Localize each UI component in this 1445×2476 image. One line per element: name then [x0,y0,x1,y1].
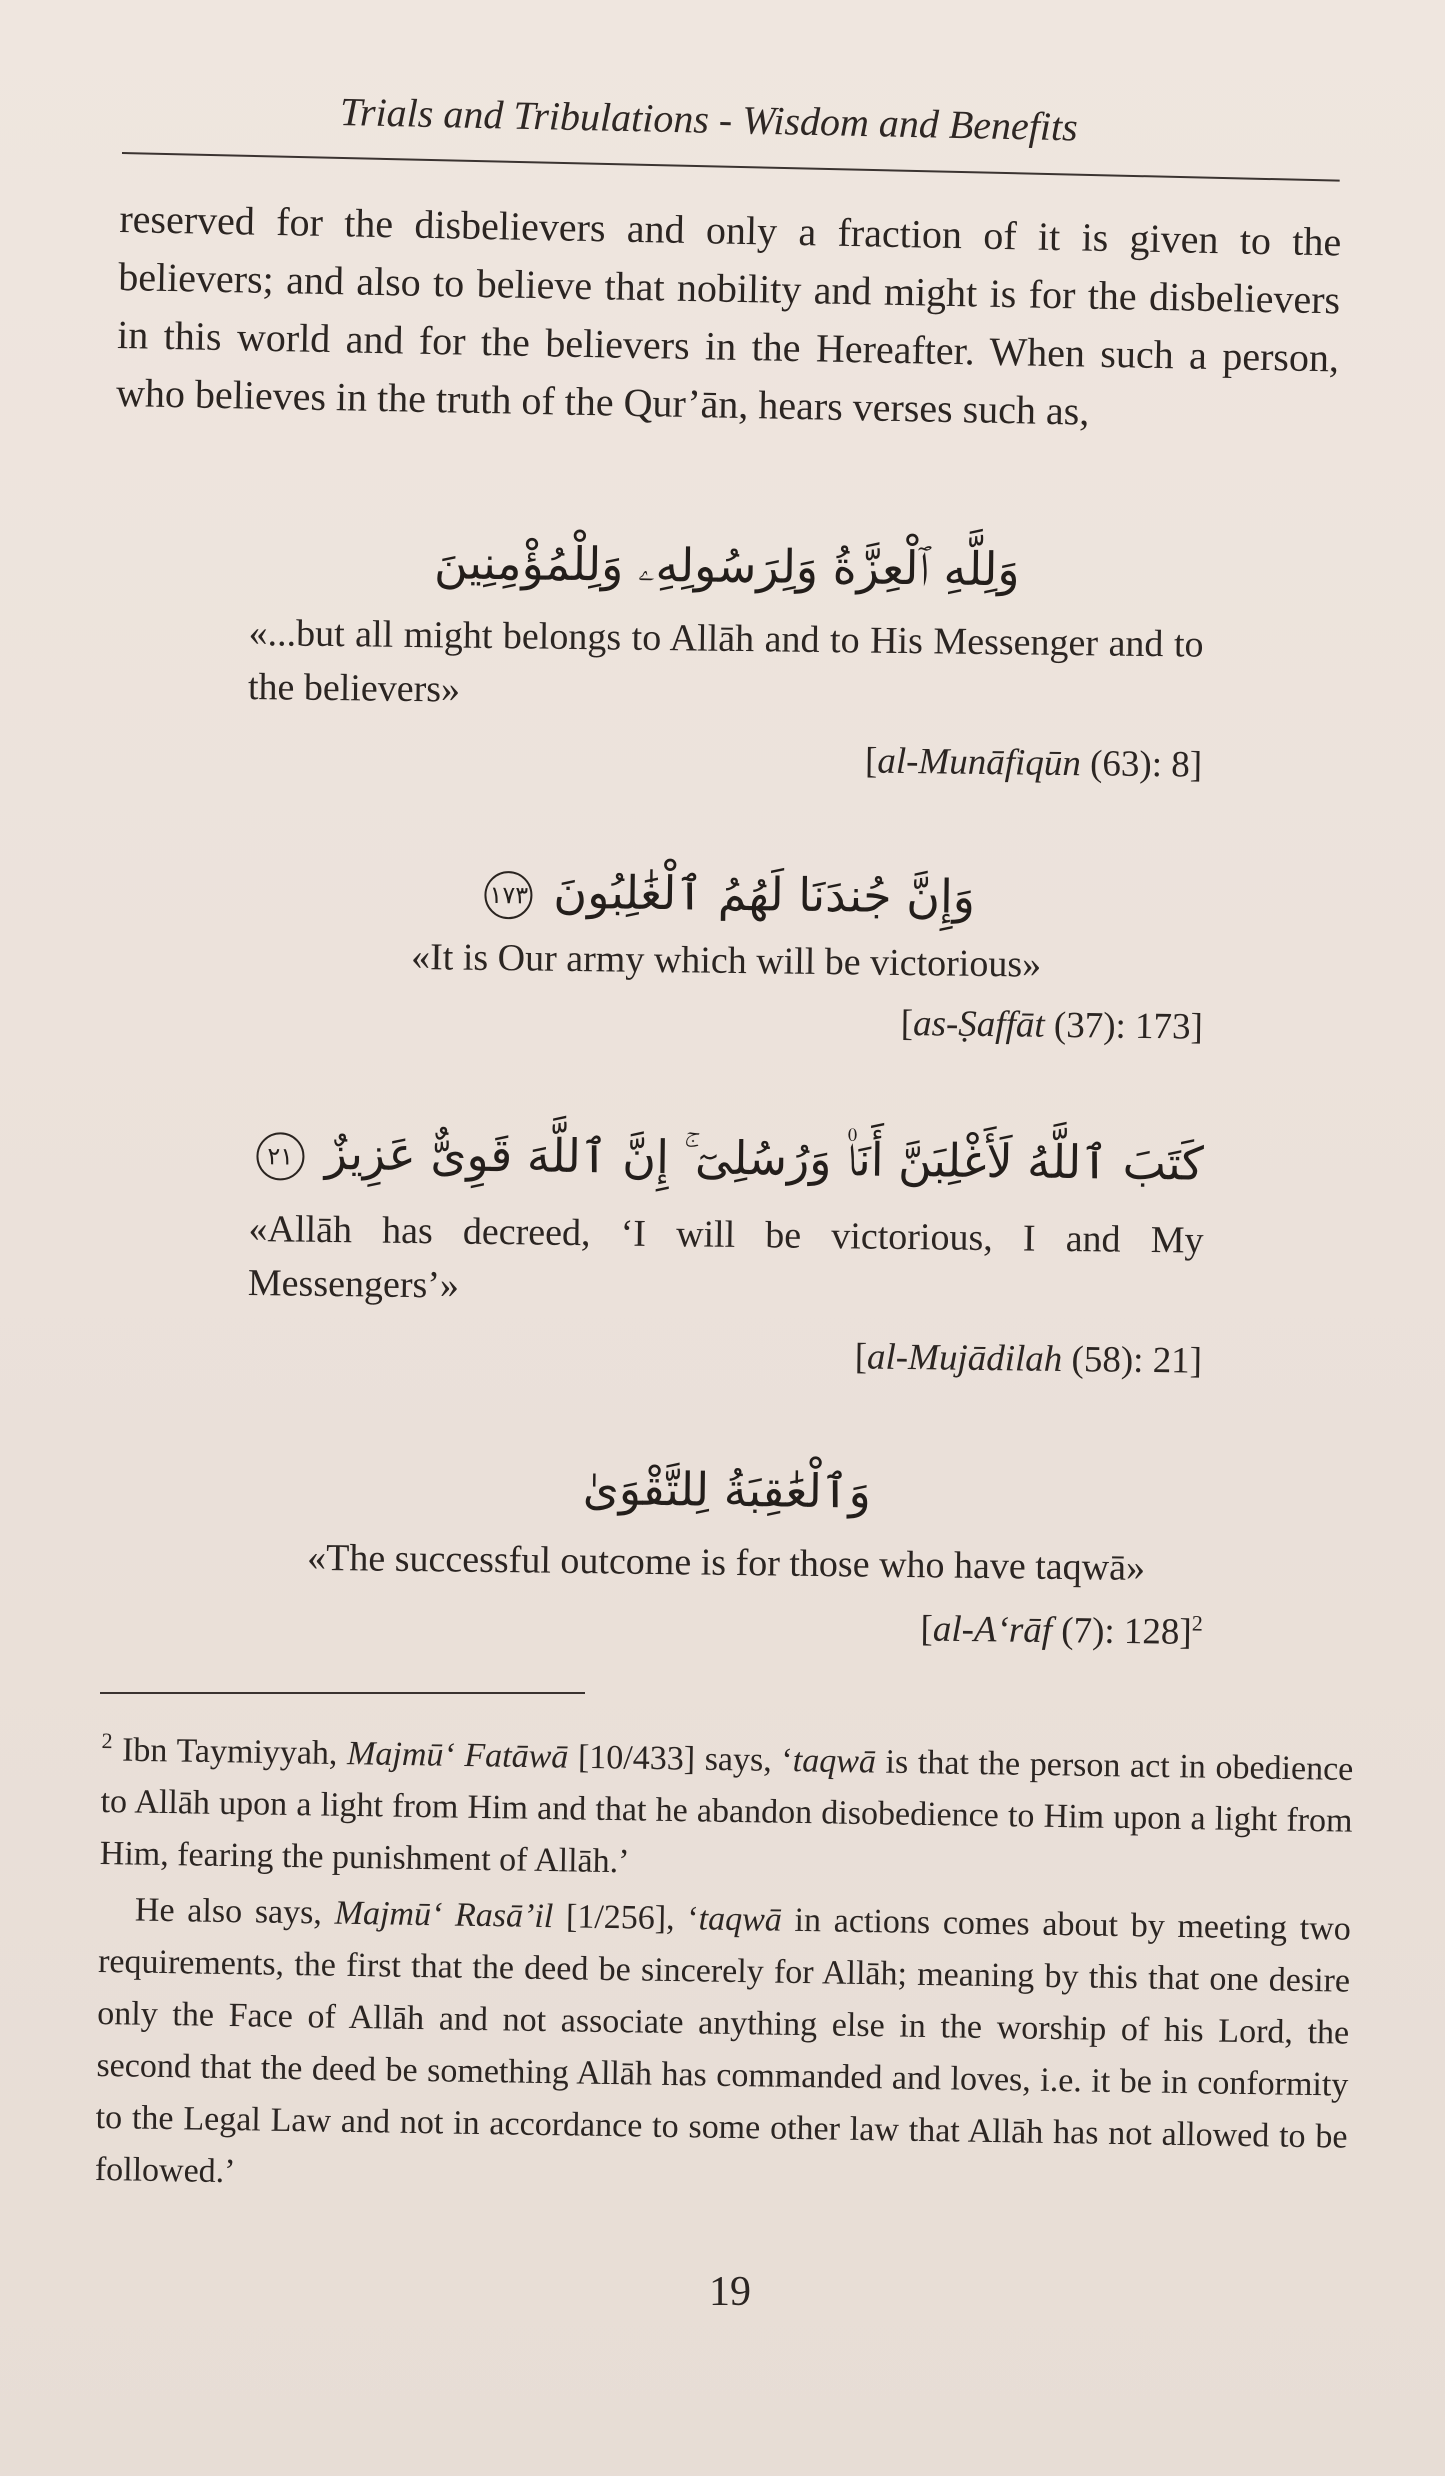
footnote-work-title: Majmū‘ Rasā’il [334,1895,554,1936]
verse-translation-3: «Allāh has decreed, ‘I will be victorious, I and My Messengers’» [247,1207,1204,1307]
citation-ref: (7): 128] [1051,1610,1193,1653]
ayah-number-marker: ١٧٣ [485,870,534,919]
citation-surah: al-A‘rāf [932,1608,1053,1652]
footnote-text: Ibn Taymiyyah, [112,1731,348,1773]
verse-citation-4: [al-A‘rāf (7): 128]$^2$ [920,1608,1204,1653]
citation-surah: as-Ṣaffāt [912,1003,1045,1046]
footnote-section [94,1715,1353,2216]
footnote-text: in actions comes about by meeting two requirements, the first that the deed be sincerely for Allāh; meaning by this that one desire only the Face of Allāh and not associate anything else in the worship of his Lord, the second that the deed be something Allāh has commanded and loves, i.e. it be in conformity to the Legal Law and not in accordance to some other law that Allāh has not allowed to be followed.’ [94,1902,1352,2191]
page-number: 19 [709,2269,751,2315]
arabic-verse-1 [249,520,1205,612]
citation-surah: al-Mujādilah [866,1336,1063,1380]
footnote-term: taqwā [698,1900,783,1940]
footnote-text: [1/256], ‘ [552,1898,700,1938]
verse-citation-3: [al-Mujādilah (58): 21] [854,1336,1203,1382]
arabic-verse-4 [249,1444,1205,1536]
verse-block-1 [247,520,1205,792]
verse-citation-2: [as-Ṣaffāt (37): 173] [900,1002,1204,1048]
verse-citation-1: [al-Munāfiqūn (63): 8] [864,740,1203,786]
footnote-marker: 2 [101,1727,113,1754]
running-head-title: Trials and Tribulations - Wisdom and Benefits [339,89,1079,150]
footnote-paragraph-2 [94,1884,1351,2216]
body-paragraph: reserved for the disbelievers and only a fraction of it is given to the believers; and also to believe that nobility and might is for the disbelievers in this world and for the believers in the Hereafter. When such a person, who believes in the truth of the Qur’ān, hears verses such as, [115,195,1342,434]
verse-translation-4: «The successful outcome is for those who have taqwā» [306,1536,1146,1589]
verse-block-3 [247,1112,1205,1388]
footnote-text: is that the person act in obedience to Allāh upon a light from Him and that he abandon disobedience to Him upon a light from Him, fearing the punishment of Allāh.’ [99,1743,1354,1881]
ayah-number-marker: ٢١ [256,1132,305,1181]
footnote-text: [10/433] says, ‘ [568,1738,794,1780]
arabic-text: وَٱلْعَٰقِبَةُ لِلتَّقْوَىٰ [582,1461,872,1519]
footnote-paragraph-1 [99,1715,1353,1900]
footnote-reference: 2 [1191,1610,1204,1636]
citation-ref: (58): 21] [1062,1338,1203,1382]
arabic-text: وَلِلَّهِ ٱلْعِزَّةُ وَلِرَسُولِهِۦ وَلِلْمُؤْمِنِينَ [433,535,1021,597]
footnote-term: taqwā [792,1742,877,1781]
header-rule [122,152,1340,182]
verse-block-2 [248,848,1205,1054]
footnote-work-title: Majmū‘ Fatāwā [346,1735,569,1776]
arabic-text: وَإِنَّ جُندَنَا لَهُمُ ٱلْغَٰلِبُونَ [553,864,976,924]
footnote-rule [100,1692,585,1694]
footnote-text: He also says, [134,1891,335,1933]
arabic-text: كَتَبَ ٱللَّهُ لَأَغْلِبَنَّ أَنَا۠ وَرُسُلِىٓ ۚ إِنَّ ٱللَّهَ قَوِىٌّ عَزِيزٌ [324,1125,1205,1191]
arabic-verse-2 [249,848,1205,940]
citation-surah: al-Munāfiqūn [877,740,1082,785]
verse-block-4 [248,1444,1205,1659]
arabic-verse-3 [249,1112,1205,1204]
verse-translation-1: «...but all might belongs to Allāh and to His Messenger and to the believers» [247,611,1204,711]
citation-ref: (63): 8] [1080,743,1203,786]
verse-translation-2: «It is Our army which will be victorious» [410,935,1042,986]
citation-ref: (37): 173] [1044,1004,1204,1048]
